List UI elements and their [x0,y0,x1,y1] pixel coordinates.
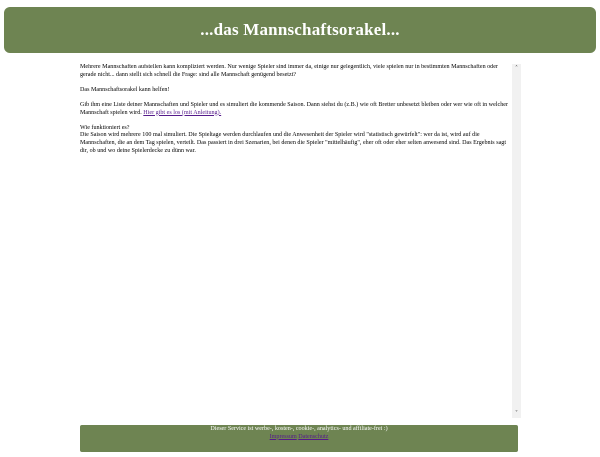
scroll-up-icon[interactable]: ˄ [515,65,518,72]
start-link[interactable]: Hier gibt es los (mit Anleitung). [143,109,222,116]
help-paragraph: Das Mannschaftsorakel kann helfen! [80,86,170,93]
page-title: ...das Mannschaftsorakel... [200,20,400,39]
description-text: Gib ihm eine Liste deiner Mannschaften und Spieler und es simuliert die kommende Saison. Dann siehst du (z.B.) wie oft Bretter unbesetzt bleiben oder wer wie oft in welcher Mannschaft spielen wird. [80,101,508,116]
how-it-works-heading: Wie funktioniert es? [80,124,130,131]
how-it-works-text: Die Saison wird mehrere 100 mal simuliert. Die Spieltage werden durchlaufen und die Anwesenheit der Spieler wird "statistisch gewürfelt": wer da ist, wird auf die Mannschaften, die an dem Tag spielen, verteilt. Das passiert in drei Szenarien, bei denen die Spieler "mittelhäufig", eher oft oder eher selten anwesend sind. Das Ergebnis sagt dir, ob und wo deine Spielerdecke zu dünn war. [80,132,507,154]
page-header [4,7,596,53]
footer-notice: Dieser Service ist werbe-, kosten-, cookie-, analytics- und affiliate-frei :) [210,426,388,432]
vertical-scrollbar[interactable] [512,64,521,418]
page-footer [80,425,518,452]
how-it-works-paragraph [80,125,510,155]
content-frame[interactable] [80,64,521,418]
intro-paragraph: Mehrere Mannschaften aufstellen kann kompliziert werden. Nur wenige Spieler sind immer da, einige nur gelegentlich, viele spielen nur in bestimmten Mannschaften oder gerade nicht... dann stellt sich schnell die Frage: sind alle Mannschaft genügend besetzt? [80,64,498,78]
footer-links [80,434,518,442]
impressum-link[interactable]: Impressum [269,433,297,440]
datenschutz-link[interactable]: Datenschutz [298,433,329,440]
content-area [80,64,510,418]
scroll-down-icon[interactable]: ˅ [515,410,518,417]
description-paragraph [80,102,510,117]
